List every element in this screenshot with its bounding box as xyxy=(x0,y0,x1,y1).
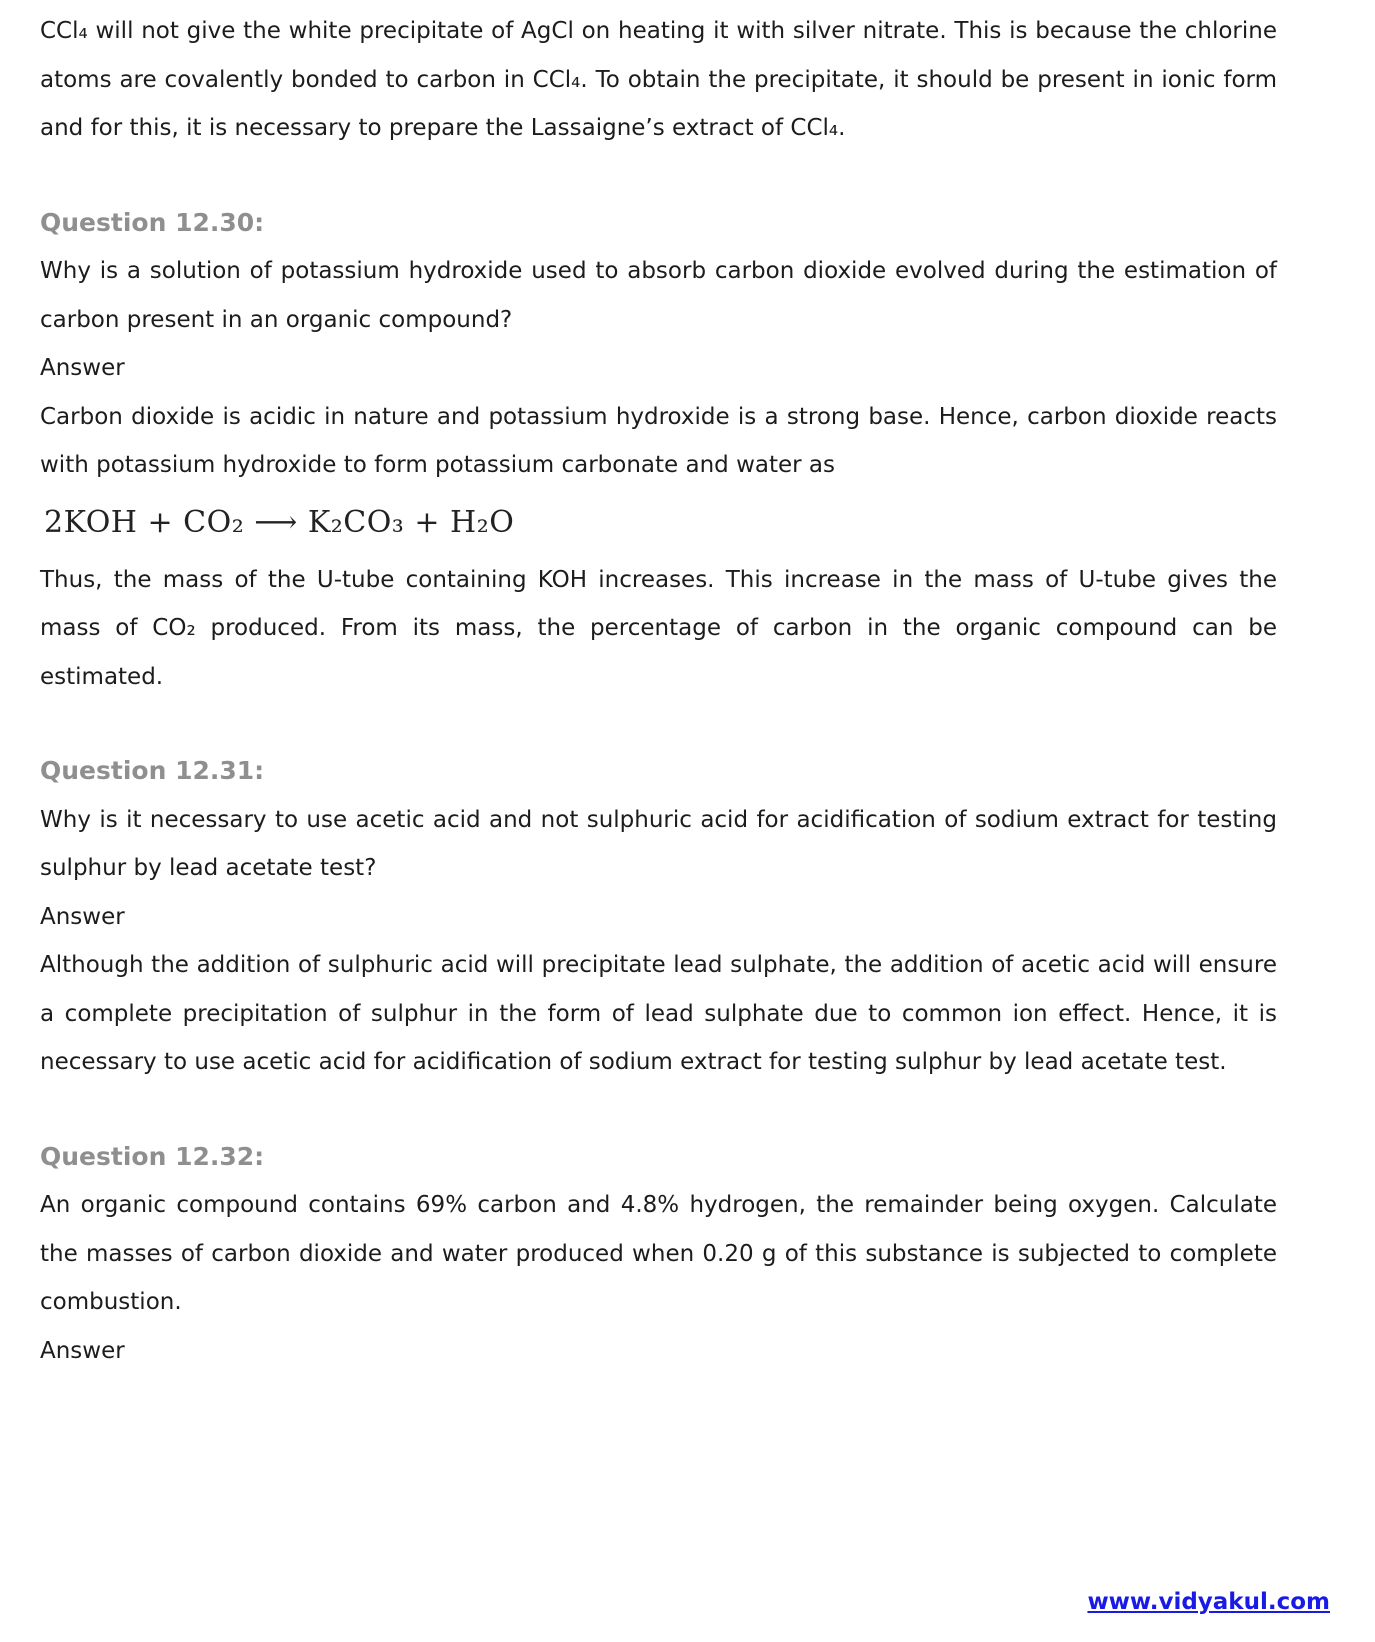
question-12-31-heading: Question 12.31: xyxy=(40,756,265,785)
intro-paragraph: CCl₄ will not give the white precipitate of AgCl on heating it with silver nitrate. This is because the chlorine atoms are covalently bonded to carbon in CCl₄. To obtain the precipitate, it should be present in ionic form and for this, it is necessary to prepare the Lassaigne’s extract of CCl₄. xyxy=(40,18,1277,141)
chemical-equation-koh-co2: 2KOH + CO₂ ⟶ K₂CO₃ + H₂O xyxy=(44,504,515,540)
answer-12-30-paragraph-1: Carbon dioxide is acidic in nature and potassium hydroxide is a strong base. Hence, carbon dioxide reacts with potassium hydroxide to form potassium carbonate and water as xyxy=(40,403,1277,478)
vidyakul-link[interactable]: www.vidyakul.com xyxy=(1087,1588,1330,1615)
footer xyxy=(1087,1578,1330,1627)
question-12-30-heading: Question 12.30: xyxy=(40,207,265,237)
question-12-32-text: An organic compound contains 69% carbon and 4.8% hydrogen, the remainder being oxygen. Calculate the masses of carbon dioxide and water produced when 0.20 g of this substance is subjected to complete combustion. xyxy=(40,1192,1277,1315)
question-12-30-text: Why is a solution of potassium hydroxide used to absorb carbon dioxide evolved during the estimation of carbon present in an organic compound? xyxy=(40,258,1277,333)
answer-12-30-paragraph-2: Thus, the mass of the U-tube containing KOH increases. This increase in the mass of U-tube gives the mass of CO₂ produced. From its mass, the percentage of carbon in the organic compound can be estimated. xyxy=(40,566,1277,690)
answer-label-12-30: Answer xyxy=(40,355,125,381)
answer-label-12-31: Answer xyxy=(40,903,125,930)
question-12-31-text: Why is it necessary to use acetic acid and not sulphuric acid for acidification of sodium extract for testing sulphur by lead acetate test? xyxy=(40,806,1277,881)
answer-label-12-32: Answer xyxy=(40,1337,125,1364)
question-12-32-heading: Question 12.32: xyxy=(40,1141,265,1171)
answer-12-31-paragraph-1: Although the addition of sulphuric acid will precipitate lead sulphate, the addition of acetic acid will ensure a complete precipitation of sulphur in the form of lead sulphate due to common ion effect. Hence, it is necessary to use acetic acid for acidification of sodium extract for testing sulphur by lead acetate test. xyxy=(40,952,1277,1075)
